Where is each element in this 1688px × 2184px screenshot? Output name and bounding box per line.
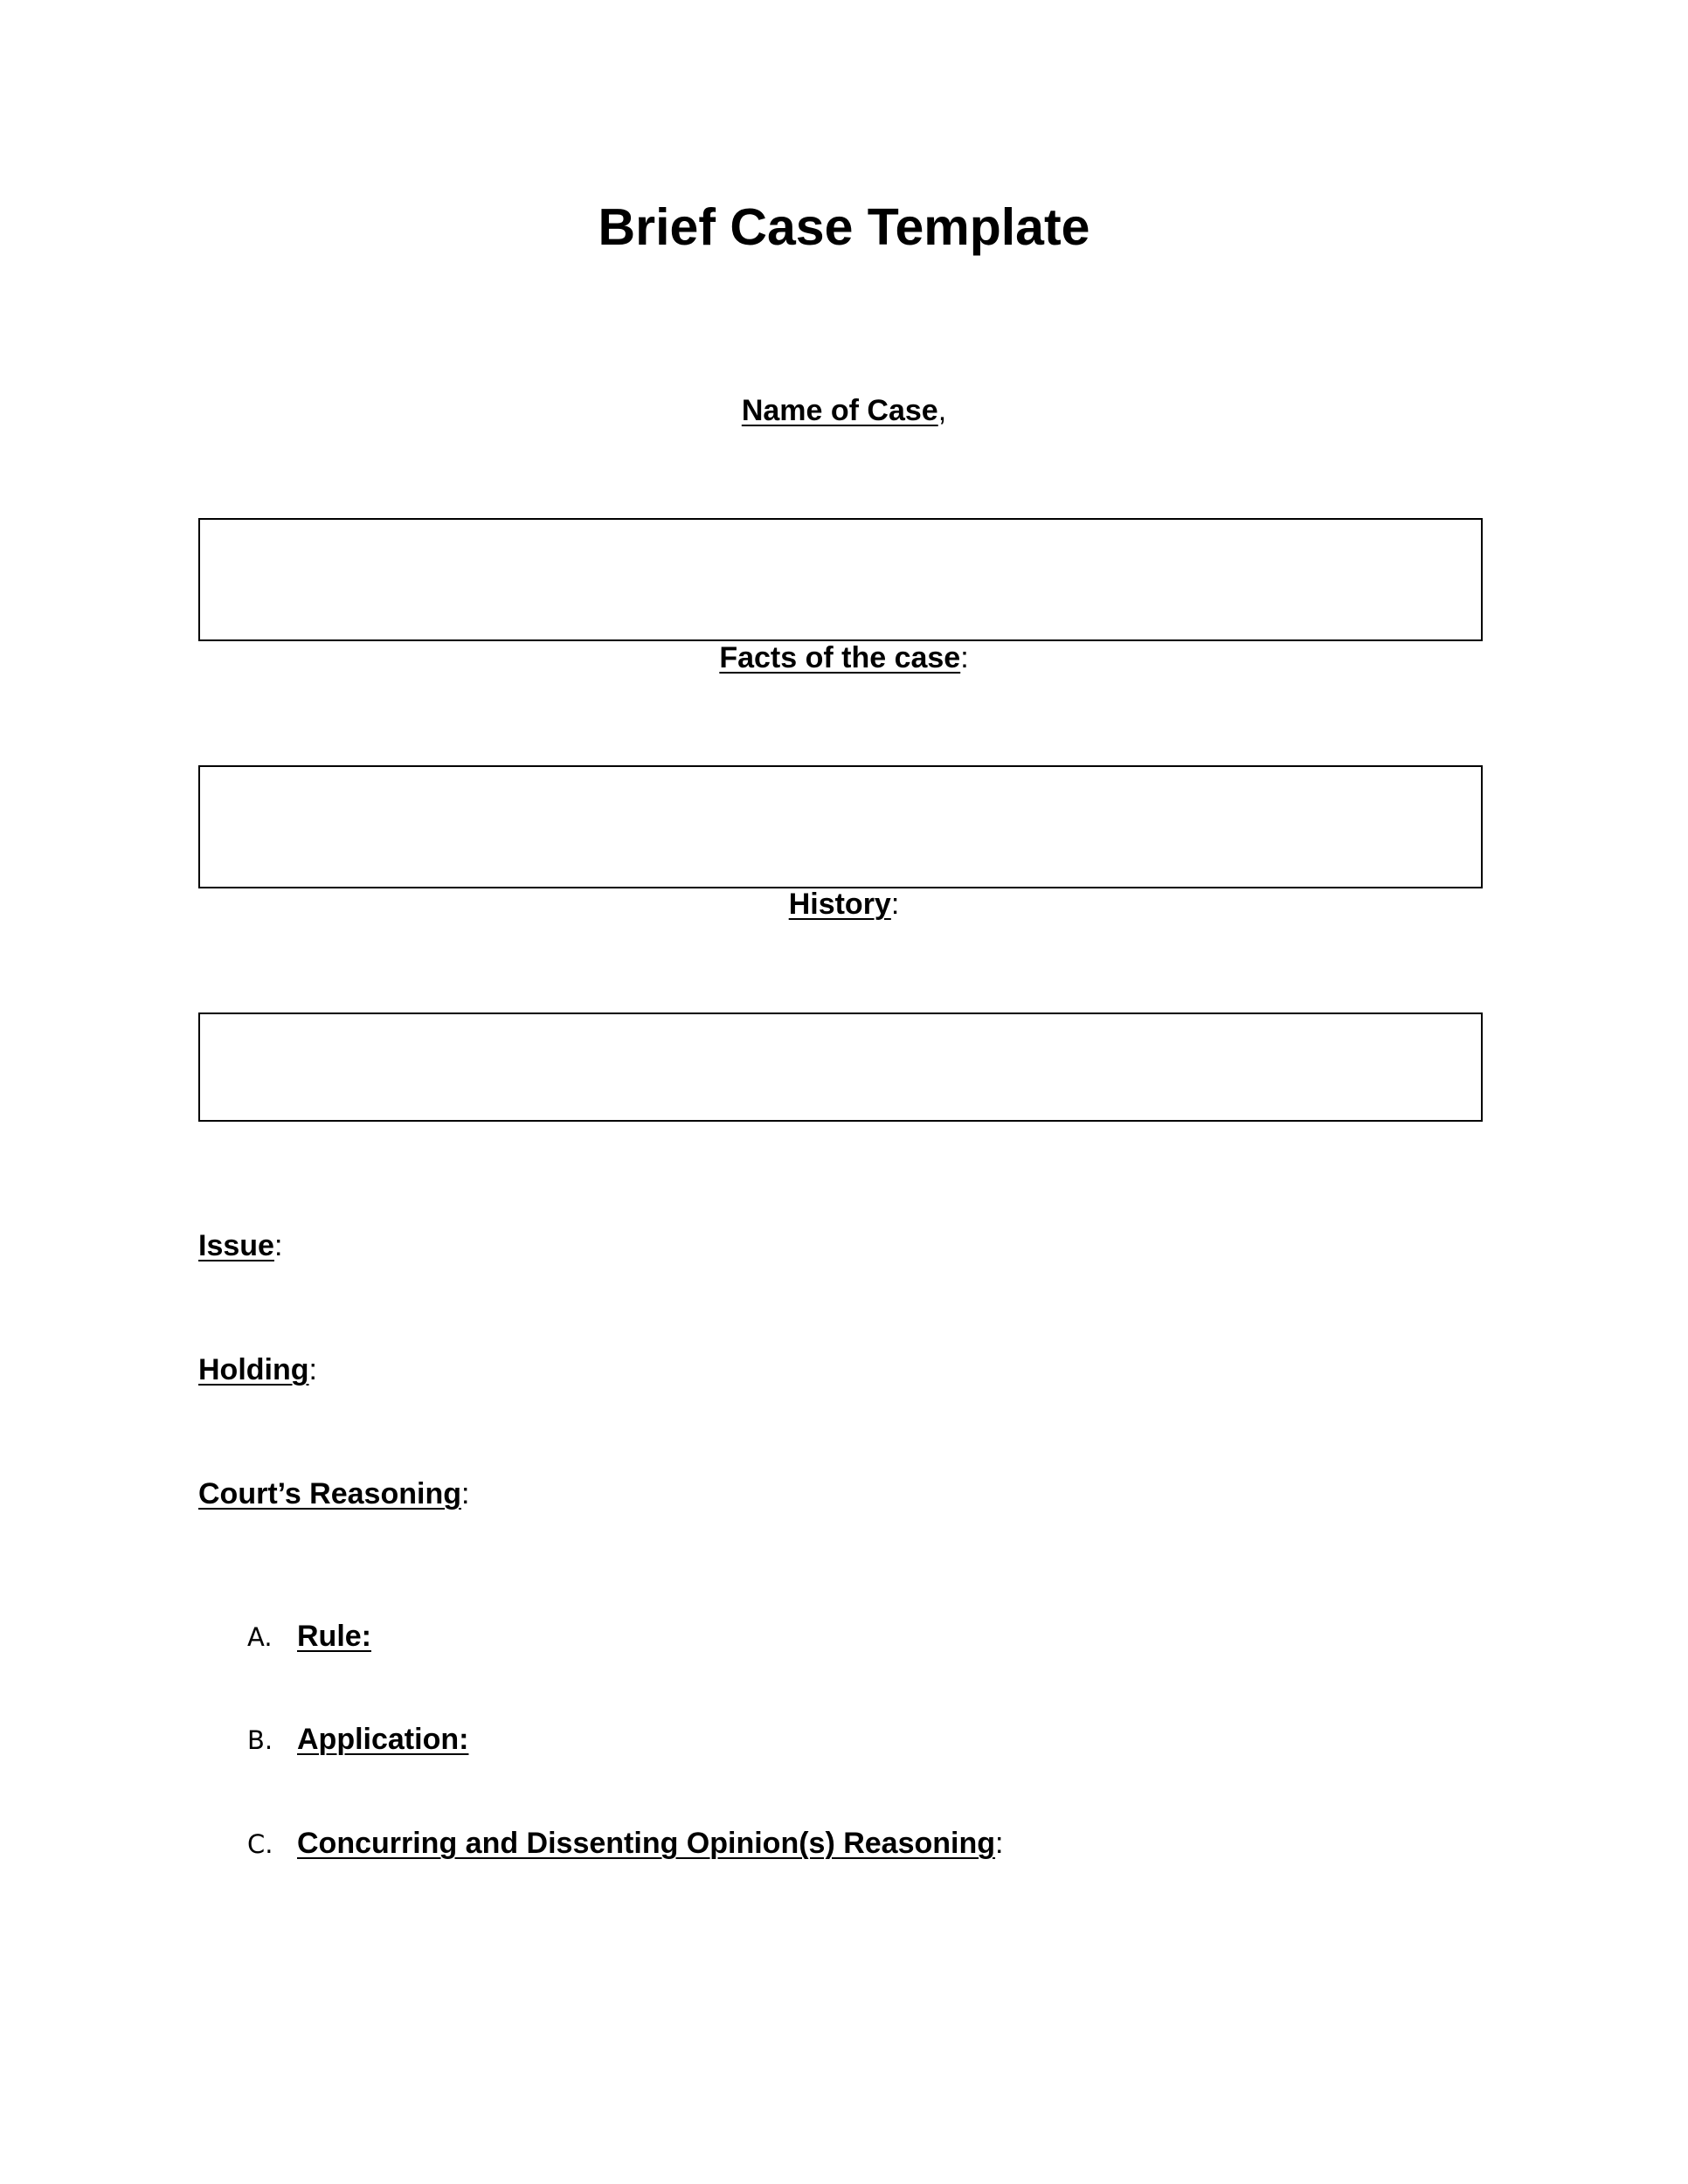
holding-label: Holding [198, 1353, 309, 1386]
name-of-case-heading [0, 391, 1688, 430]
reasoning-heading [198, 1475, 469, 1513]
history-field[interactable] [198, 1013, 1483, 1122]
reasoning-suffix: : [461, 1477, 470, 1510]
issue-suffix: : [273, 1229, 283, 1262]
opinions-suffix: : [995, 1827, 1004, 1860]
issue-label: Issue [198, 1229, 274, 1262]
application-label: Application: [297, 1723, 469, 1756]
reasoning-item-rule [247, 1617, 371, 1656]
facts-label: Facts of the case [719, 641, 961, 674]
issue-heading [198, 1227, 282, 1265]
list-marker: A. [247, 1622, 273, 1652]
reasoning-item-opinions [247, 1824, 1003, 1863]
name-of-case-label: Name of Case [741, 394, 938, 427]
facts-field[interactable] [198, 765, 1483, 888]
history-suffix: : [890, 888, 900, 921]
reasoning-item-application [247, 1720, 468, 1759]
rule-label: Rule: [297, 1620, 371, 1653]
list-marker: B. [247, 1725, 273, 1755]
holding-suffix: : [308, 1353, 317, 1386]
facts-suffix: : [960, 641, 969, 674]
history-heading [0, 885, 1688, 923]
page-title: Brief Case Template [598, 198, 1090, 256]
opinions-label: Concurring and Dissenting Opinion(s) Reasoning [297, 1827, 996, 1860]
name-of-case-suffix: , [937, 394, 947, 427]
reasoning-label: Court’s Reasoning [198, 1477, 461, 1510]
facts-heading [0, 639, 1688, 677]
history-label: History [788, 888, 891, 921]
name-of-case-field[interactable] [198, 518, 1483, 641]
holding-heading [198, 1351, 317, 1389]
list-marker: C. [247, 1829, 273, 1859]
